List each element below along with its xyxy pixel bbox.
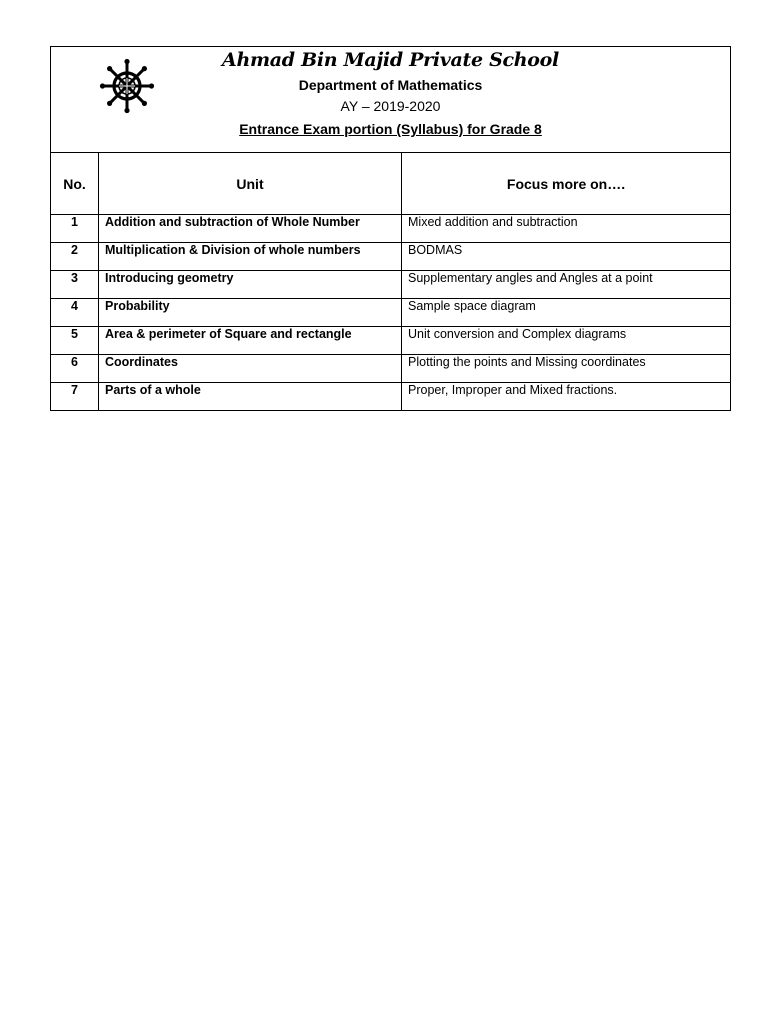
header-row: [51, 47, 731, 153]
row-focus: Sample space diagram: [402, 299, 731, 327]
department-name: Department of Mathematics: [298, 77, 483, 93]
row-number: 3: [51, 271, 99, 299]
table-row: [51, 383, 731, 411]
row-focus: Proper, Improper and Mixed fractions.: [402, 383, 731, 411]
column-header-no: No.: [51, 153, 99, 215]
row-unit: Probability: [99, 299, 402, 327]
row-unit: Introducing geometry: [99, 271, 402, 299]
syllabus-table: [50, 46, 731, 411]
document-title: Entrance Exam portion (Syllabus) for Grade 8: [239, 121, 542, 137]
table-row: [51, 327, 731, 355]
row-number: 7: [51, 383, 99, 411]
table-row: [51, 215, 731, 243]
row-number: 2: [51, 243, 99, 271]
table-row: [51, 243, 731, 271]
row-number: 5: [51, 327, 99, 355]
row-focus: BODMAS: [402, 243, 731, 271]
column-header-row: [51, 153, 731, 215]
row-unit: Area & perimeter of Square and rectangle: [99, 327, 402, 355]
row-number: 4: [51, 299, 99, 327]
header-cell: [51, 47, 731, 153]
column-header-unit: Unit: [99, 153, 402, 215]
row-unit: Addition and subtraction of Whole Number: [99, 215, 402, 243]
row-focus: Mixed addition and subtraction: [402, 215, 731, 243]
table-row: [51, 271, 731, 299]
row-focus: Plotting the points and Missing coordinates: [402, 355, 731, 383]
table-row: [51, 299, 731, 327]
column-header-focus: Focus more on….: [402, 153, 731, 215]
row-number: 6: [51, 355, 99, 383]
row-unit: Parts of a whole: [99, 383, 402, 411]
row-number: 1: [51, 215, 99, 243]
row-focus: Unit conversion and Complex diagrams: [402, 327, 731, 355]
school-name: Ahmad Bin Majid Private School: [222, 49, 559, 71]
academic-year: AY – 2019-2020: [340, 98, 441, 114]
table-row: [51, 355, 731, 383]
row-unit: Multiplication & Division of whole numbers: [99, 243, 402, 271]
row-unit: Coordinates: [99, 355, 402, 383]
row-focus: Supplementary angles and Angles at a point: [402, 271, 731, 299]
